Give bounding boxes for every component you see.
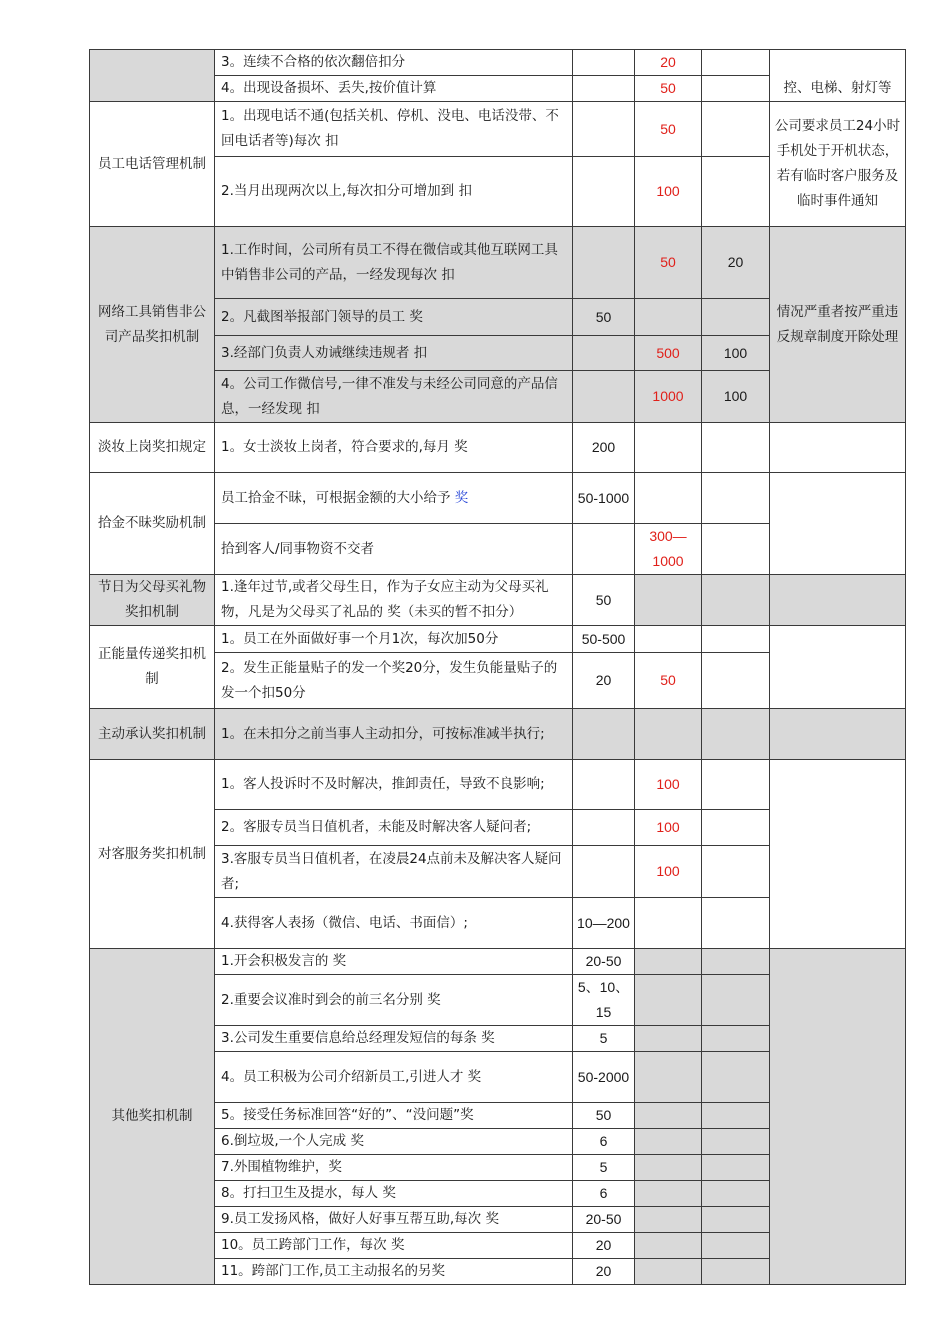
category-cell: 对客服务奖扣机制 bbox=[90, 760, 215, 949]
award-cell: 20-50 bbox=[573, 1207, 635, 1233]
extra-cell: 100 bbox=[702, 336, 770, 371]
table-row bbox=[90, 949, 906, 975]
award-cell: 20 bbox=[573, 1233, 635, 1259]
deduct-cell bbox=[635, 975, 702, 1026]
extra-cell bbox=[702, 50, 770, 76]
item-cell: 4。公司工作微信号,一律不准发与未经公司同意的产品信息，一经发现 扣 bbox=[215, 371, 573, 423]
table-row bbox=[90, 423, 906, 473]
category-cell: 主动承认奖扣机制 bbox=[90, 709, 215, 760]
extra-cell bbox=[702, 1259, 770, 1285]
deduct-cell bbox=[635, 1233, 702, 1259]
table-row bbox=[90, 626, 906, 653]
award-cell bbox=[573, 227, 635, 299]
award-cell: 6 bbox=[573, 1129, 635, 1155]
item-cell: 4。出现设备损坏、丢失,按价值计算 bbox=[215, 76, 573, 102]
award-cell: 50 bbox=[573, 1103, 635, 1129]
deduct-cell bbox=[635, 626, 702, 653]
award-cell: 50-1000 bbox=[573, 473, 635, 524]
item-cell: 1。出现电话不通(包括关机、停机、没电、电话没带、不回电话者等)每次 扣 bbox=[215, 102, 573, 157]
deduct-cell: 50 bbox=[635, 653, 702, 709]
note-cell bbox=[770, 949, 906, 1285]
note-cell: 公司要求员工24小时手机处于开机状态，若有临时客户服务及临时事件通知 bbox=[770, 102, 906, 227]
award-cell bbox=[573, 846, 635, 898]
category-cell: 拾金不昧奖励机制 bbox=[90, 473, 215, 575]
award-cell bbox=[573, 760, 635, 810]
award-cell bbox=[573, 50, 635, 76]
deduct-cell bbox=[635, 1155, 702, 1181]
note-cell bbox=[770, 575, 906, 626]
extra-cell: 100 bbox=[702, 371, 770, 423]
item-cell: 1.开会积极发言的 奖 bbox=[215, 949, 573, 975]
note-cell: 情况严重者按严重违反规章制度开除处理 bbox=[770, 227, 906, 423]
award-cell: 20 bbox=[573, 653, 635, 709]
item-cell: 4。员工积极为公司介绍新员工,引进人才 奖 bbox=[215, 1052, 573, 1103]
deduct-cell: 1000 bbox=[635, 371, 702, 423]
deduct-cell bbox=[635, 575, 702, 626]
note-cell bbox=[770, 760, 906, 949]
reward-word: 奖 bbox=[454, 489, 469, 506]
item-cell: 6.倒垃圾,一个人完成 奖 bbox=[215, 1129, 573, 1155]
item-cell: 3.客服专员当日值机者，在凌晨24点前未及解决客人疑问者; bbox=[215, 846, 573, 898]
table-row bbox=[90, 709, 906, 760]
item-cell: 3。连续不合格的依次翻倍扣分 bbox=[215, 50, 573, 76]
extra-cell bbox=[702, 949, 770, 975]
award-cell bbox=[573, 336, 635, 371]
extra-cell bbox=[702, 299, 770, 336]
extra-cell bbox=[702, 1103, 770, 1129]
deduct-cell: 100 bbox=[635, 760, 702, 810]
extra-cell bbox=[702, 626, 770, 653]
note-cell bbox=[770, 626, 906, 709]
note-cell bbox=[770, 423, 906, 473]
extra-cell bbox=[702, 102, 770, 157]
award-cell: 6 bbox=[573, 1181, 635, 1207]
item-cell: 1。客人投诉时不及时解决，推卸责任，导致不良影响; bbox=[215, 760, 573, 810]
extra-cell bbox=[702, 653, 770, 709]
extra-cell bbox=[702, 1052, 770, 1103]
item-cell: 4.获得客人表扬（微信、电话、书面信）; bbox=[215, 898, 573, 949]
extra-cell: 20 bbox=[702, 227, 770, 299]
deduct-cell bbox=[635, 898, 702, 949]
award-cell: 5 bbox=[573, 1155, 635, 1181]
deduct-cell bbox=[635, 1103, 702, 1129]
deduct-cell bbox=[635, 709, 702, 760]
award-cell bbox=[573, 524, 635, 575]
award-cell: 50 bbox=[573, 299, 635, 336]
deduct-cell: 100 bbox=[635, 846, 702, 898]
extra-cell bbox=[702, 898, 770, 949]
table-row bbox=[90, 473, 906, 524]
deduct-cell: 20 bbox=[635, 50, 702, 76]
extra-cell bbox=[702, 1207, 770, 1233]
deduct-cell bbox=[635, 423, 702, 473]
item-cell bbox=[215, 473, 573, 524]
deduct-cell bbox=[635, 1052, 702, 1103]
item-cell: 1。在未扣分之前当事人主动扣分，可按标准减半执行; bbox=[215, 709, 573, 760]
deduct-cell bbox=[635, 299, 702, 336]
item-cell: 2.当月出现两次以上,每次扣分可增加到 扣 bbox=[215, 157, 573, 227]
category-cell: 正能量传递奖扣机制 bbox=[90, 626, 215, 709]
table-row bbox=[90, 227, 906, 299]
award-cell bbox=[573, 76, 635, 102]
item-cell: 1.逢年过节,或者父母生日，作为子女应主动为父母买礼物，凡是为父母买了礼品的 奖（未买的暂不扣分） bbox=[215, 575, 573, 626]
category-cell: 节日为父母买礼物奖扣机制 bbox=[90, 575, 215, 626]
extra-cell bbox=[702, 575, 770, 626]
award-cell: 200 bbox=[573, 423, 635, 473]
note-cell bbox=[770, 473, 906, 575]
award-cell bbox=[573, 371, 635, 423]
extra-cell bbox=[702, 709, 770, 760]
item-cell: 拾到客人/同事物资不交者 bbox=[215, 524, 573, 575]
item-cell: 9.员工发扬风格，做好人好事互帮互助,每次 奖 bbox=[215, 1207, 573, 1233]
item-text: 员工拾金不昧，可根据金额的大小给予 bbox=[221, 489, 451, 506]
award-cell: 50 bbox=[573, 575, 635, 626]
award-cell bbox=[573, 810, 635, 846]
deduct-cell bbox=[635, 473, 702, 524]
deduct-cell bbox=[635, 1181, 702, 1207]
deduct-cell: 50 bbox=[635, 227, 702, 299]
extra-cell bbox=[702, 157, 770, 227]
award-cell bbox=[573, 157, 635, 227]
deduct-cell bbox=[635, 949, 702, 975]
item-cell: 8。打扫卫生及提水，每人 奖 bbox=[215, 1181, 573, 1207]
award-cell: 10—200 bbox=[573, 898, 635, 949]
deduct-cell: 50 bbox=[635, 102, 702, 157]
extra-cell bbox=[702, 846, 770, 898]
item-cell: 2。凡截图举报部门领导的员工 奖 bbox=[215, 299, 573, 336]
table-row bbox=[90, 50, 906, 76]
award-cell: 5、10、15 bbox=[573, 975, 635, 1026]
item-cell: 2。发生正能量贴子的发一个奖20分，发生负能量贴子的发一个扣50分 bbox=[215, 653, 573, 709]
item-cell: 3.公司发生重要信息给总经理发短信的每条 奖 bbox=[215, 1026, 573, 1052]
item-cell: 1。员工在外面做好事一个月1次，每次加50分 bbox=[215, 626, 573, 653]
reward-deduction-table bbox=[89, 49, 906, 1285]
award-cell: 20 bbox=[573, 1259, 635, 1285]
item-cell: 10。员工跨部门工作，每次 奖 bbox=[215, 1233, 573, 1259]
deduct-cell bbox=[635, 1129, 702, 1155]
deduct-cell: 300—1000 bbox=[635, 524, 702, 575]
item-cell: 2。客服专员当日值机者，未能及时解决客人疑问者; bbox=[215, 810, 573, 846]
table-row bbox=[90, 575, 906, 626]
category-cell: 淡妆上岗奖扣规定 bbox=[90, 423, 215, 473]
award-cell: 50-500 bbox=[573, 626, 635, 653]
extra-cell bbox=[702, 524, 770, 575]
note-cell: 控、电梯、射灯等 bbox=[770, 50, 906, 102]
item-cell: 2.重要会议准时到会的前三名分别 奖 bbox=[215, 975, 573, 1026]
item-cell: 1。女士淡妆上岗者，符合要求的,每月 奖 bbox=[215, 423, 573, 473]
item-cell: 3.经部门负责人劝诫继续违规者 扣 bbox=[215, 336, 573, 371]
deduct-cell: 100 bbox=[635, 810, 702, 846]
item-cell: 1.工作时间，公司所有员工不得在微信或其他互联网工具中销售非公司的产品，一经发现每次 扣 bbox=[215, 227, 573, 299]
note-cell bbox=[770, 709, 906, 760]
extra-cell bbox=[702, 1155, 770, 1181]
deduct-cell: 100 bbox=[635, 157, 702, 227]
deduct-cell bbox=[635, 1207, 702, 1233]
category-cell: 员工电话管理机制 bbox=[90, 102, 215, 227]
award-cell bbox=[573, 102, 635, 157]
deduct-cell bbox=[635, 1259, 702, 1285]
deduct-cell: 50 bbox=[635, 76, 702, 102]
extra-cell bbox=[702, 1129, 770, 1155]
category-cell: 其他奖扣机制 bbox=[90, 949, 215, 1285]
extra-cell bbox=[702, 473, 770, 524]
deduct-cell: 500 bbox=[635, 336, 702, 371]
deduct-cell bbox=[635, 1026, 702, 1052]
category-cell bbox=[90, 50, 215, 102]
extra-cell bbox=[702, 1026, 770, 1052]
extra-cell bbox=[702, 975, 770, 1026]
extra-cell bbox=[702, 760, 770, 810]
item-cell: 5。接受任务标准回答“好的”、“没问题”奖 bbox=[215, 1103, 573, 1129]
extra-cell bbox=[702, 1233, 770, 1259]
extra-cell bbox=[702, 1181, 770, 1207]
extra-cell bbox=[702, 810, 770, 846]
award-cell: 50-2000 bbox=[573, 1052, 635, 1103]
award-cell: 5 bbox=[573, 1026, 635, 1052]
extra-cell bbox=[702, 76, 770, 102]
item-cell: 7.外围植物维护，奖 bbox=[215, 1155, 573, 1181]
extra-cell bbox=[702, 423, 770, 473]
item-cell: 11。跨部门工作,员工主动报名的另奖 bbox=[215, 1259, 573, 1285]
award-cell: 20-50 bbox=[573, 949, 635, 975]
award-cell bbox=[573, 709, 635, 760]
category-cell: 网络工具销售非公司产品奖扣机制 bbox=[90, 227, 215, 423]
table-row bbox=[90, 760, 906, 810]
table-row bbox=[90, 102, 906, 157]
